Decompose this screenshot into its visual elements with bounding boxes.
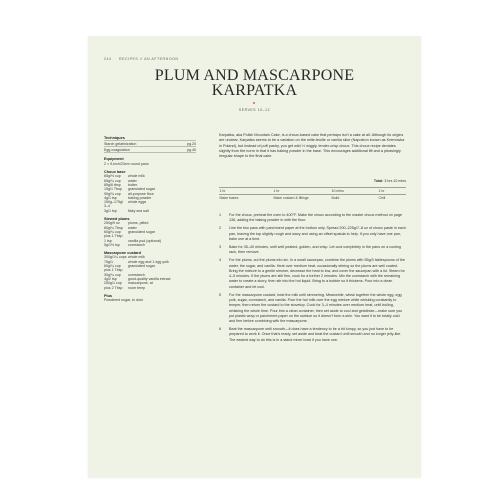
technique-page: pg.20 [187, 142, 196, 147]
ingredient-qty: plus 1 Tbsp [104, 234, 123, 239]
ingredient-qty: 250g/1 cup [104, 281, 122, 286]
ingredient-name: whole eggs [128, 200, 147, 205]
ingredient-name: granulated sugar [128, 229, 155, 234]
ingredient-qty: 75g/1 [104, 259, 113, 264]
method-steps [219, 213, 406, 346]
ingredient-name: vanilla pod (optional) [128, 238, 162, 243]
ingredient-name: whole milk [128, 174, 145, 179]
ingredient-name: mascarpone, at [128, 281, 153, 286]
ingredient-row [104, 209, 196, 213]
duration-cell: 10 mins [331, 189, 344, 193]
ingredient-name: cornstarch [128, 272, 145, 277]
ingredient-qty: 300g/1¼ cups [104, 255, 127, 260]
ingredient-name: cornstarch [128, 242, 145, 247]
ingredient-qty: 1 tsp [104, 238, 112, 243]
method-step [219, 293, 406, 325]
ingredient-name: granulated sugar [128, 187, 155, 192]
plus-heading: Plus [104, 293, 113, 298]
ingredient-qty: 15g/1 Tbsp [104, 187, 122, 192]
time-table-durations [219, 187, 406, 194]
equipment-text: 2 × 9-inch/23cm round pans [104, 161, 149, 166]
duration-cell: 1 hr [273, 189, 280, 193]
cookbook-page [88, 36, 421, 477]
ingredient-qty: plus 2 Tbsp [104, 285, 123, 290]
techniques-heading: Techniques [104, 136, 125, 140]
ingredient-qty: 60g/¼ cup [104, 264, 121, 269]
mascarpone-custard-ingredients [104, 255, 196, 289]
ingredient-qty: 60g/¼ Tbsp [104, 225, 123, 230]
ingredient-name: flaky sea salt [128, 208, 149, 213]
step-text: Beat the mascarpone until smooth—it does have a tendency to be a bit lumpy, so you just have to be prepared to work it. Once that’s ready, set aside and beat the custard until smooth and no longer jelly-like. The easiest way to do this is in a stand mixer bowl if you have one. [229, 327, 402, 342]
intro-paragraph: Karpatka, aka Polish Mountain Cake, is a choux-based cake that perhaps isn’t a cake at all. Although its origins are unclear, Karpatka seems to be a variation on the mille-feuille or vanilla slice (Napoleon known as Kremówka in Poland), but instead of puff pastry, you get wild ‘n’ wiggly, tender-crisp choux. This choux recipe deviates slightly from the norm in that it has baking powder in the base. This encourages additional lift and a pleasingly irregular shape to the final cake. [219, 133, 405, 159]
time-table [219, 187, 406, 201]
technique-name: Starch gelatinization [104, 142, 137, 147]
ingredient-name: all-purpose flour [128, 191, 154, 196]
techniques-list [104, 140, 196, 153]
ingredient-name: whole milk [128, 255, 145, 260]
recipe-title-line-2: KARPATKA [211, 82, 298, 99]
step-text: Line the two pans with parchment paper at the bottom only. Spread 200–225g/7–8 oz of choux paste in each pan, leaving the top slightly rough and wavy and using an offset spatula to help. If you only have one pan, bake one at a time. [229, 226, 406, 241]
total-value: 3 hrs 10 mins [384, 179, 406, 183]
choux-ingredients [104, 174, 196, 213]
recipe-title-line-1: PLUM AND MASCARPONE [154, 67, 355, 84]
method-step [219, 226, 406, 242]
ingredient-qty: 30g/¼ cup [104, 272, 121, 277]
ingredient-qty: 5g/1½ tsp [104, 242, 120, 247]
total-label: Total: [373, 179, 384, 183]
title-dot-ornament [253, 102, 255, 104]
ingredient-name: granulated sugar [128, 264, 155, 269]
ingredient-name: water [128, 225, 137, 230]
ingredient-row [104, 286, 196, 290]
ingredient-qty: 90g/¾ cup [104, 191, 121, 196]
ingredient-qty: 4g/1 tsp [104, 195, 117, 200]
step-text: Bake for 35–40 minutes, until well peaked, golden, and crisp. Let cool completely in the pans on a cooling rack, then remove. [229, 245, 401, 255]
stage-cell: Chill [378, 196, 386, 201]
stewed-plums-heading: Stewed plums [104, 217, 130, 222]
ingredient-qty: 250g/9 oz [104, 221, 120, 226]
serves-label: SERVES 10–12 [238, 108, 271, 112]
method-step [219, 245, 406, 256]
stage-cell: Build [331, 196, 340, 201]
stewed-plums-ingredients [104, 221, 196, 247]
duration-cell: 1 hr [378, 189, 385, 193]
running-header [104, 57, 184, 61]
step-text: For the choux, preheat the oven to 400°F. Make the choux according to the master choux method on page 136, adding the baking powder in with the flour. [229, 213, 403, 223]
ingredient-qty: 85g/6 tbsp [104, 182, 121, 187]
equipment-heading: Equipment [104, 157, 124, 162]
recipe-title [88, 68, 421, 98]
ingredient-qty: 65g/¼ cup [104, 178, 121, 183]
step-number: 6 [219, 327, 222, 332]
technique-name: Egg coagulation [104, 148, 130, 153]
step-number: 4 [219, 258, 222, 263]
step-number: 3 [219, 245, 222, 250]
ingredient-name: whole egg and 1 egg yolk [128, 259, 169, 264]
mascarpone-custard-heading: Mascarpone custard [104, 251, 141, 256]
step-number: 5 [219, 292, 222, 297]
step-number: 2 [219, 226, 222, 231]
ingredient-name: baking powder [128, 195, 152, 200]
ingredient-name: room temp [128, 285, 146, 290]
ingredient-name: water [128, 178, 137, 183]
ingredient-name: good-quality vanilla extract [128, 276, 171, 281]
method-step [219, 258, 406, 290]
ingredient-qty: 65g/½ cup [104, 174, 121, 179]
stage-cell: Make custard & fillings [273, 196, 309, 201]
ingredient-qty: 3g/1 tsp [104, 208, 117, 213]
duration-cell: 1 hr [219, 189, 226, 193]
ingredient-row [104, 243, 196, 247]
ingredient-qty: 4g/2 tsp [104, 276, 117, 281]
section-label: RECIPES // AN AFTERNOON [119, 57, 179, 61]
ingredient-qty: plus 1 Tbsp [104, 268, 123, 273]
stage-cell: Make bases [219, 196, 239, 201]
step-text: For the plums, cut the plums into six. In a small saucepan, combine the plums with 55g/3 tablespoons of the water, the sugar, and vanilla. Heat over medium heat, occasionally stirring so the plums are well coated. Bring the mixture to a gentle simmer, decrease the heat to low, and cover the saucepan with a lid. Steam for 4–5 minutes. If the plums are still firm, cook for a further 2 minutes. Mix the cornstarch with the remaining water to create a slurry, then stir into the hot liquid. Bring to a bubble so it thickens. Pour into a clean container and let cool. [229, 258, 405, 289]
step-number: 1 [219, 213, 222, 217]
ingredient-name: plums, pitted [128, 221, 149, 226]
ingredient-qty: 60g/¼ cup [104, 229, 121, 234]
ingredients-column [104, 132, 196, 302]
technique-row [104, 146, 196, 153]
ingredient-name: butter [128, 182, 138, 187]
page-number: 244 [104, 57, 112, 61]
method-step [219, 327, 406, 343]
technique-page: pg.40 [187, 148, 196, 153]
total-time [219, 179, 406, 183]
method-step [219, 213, 406, 224]
choux-heading: Choux base [104, 170, 126, 175]
ingredient-qty: 150g–175g/ [104, 200, 123, 205]
plus-text: Powdered sugar, to dust [104, 298, 143, 303]
step-text: For the mascarpone custard, heat the milk until simmering. Meanwhile, whisk together the whole egg, egg yolk, sugar, cornstarch, and vanilla. Pour the hot milk over the egg mixture while whisking constantly to temper, then return the custard to the stovetop. Cook for 3–4 minutes over medium heat, until boiling, whisking the whole time. Pour into a clean container, then set aside to cool and gelatinize—make sure you put plastic wrap or parchment paper on the surface so it doesn’t form a skin. You want it to be totally cold and firm before combining with the mascarpone. [229, 292, 403, 324]
time-table-stages [219, 194, 406, 201]
ingredient-qty: 3–4 [104, 204, 110, 209]
